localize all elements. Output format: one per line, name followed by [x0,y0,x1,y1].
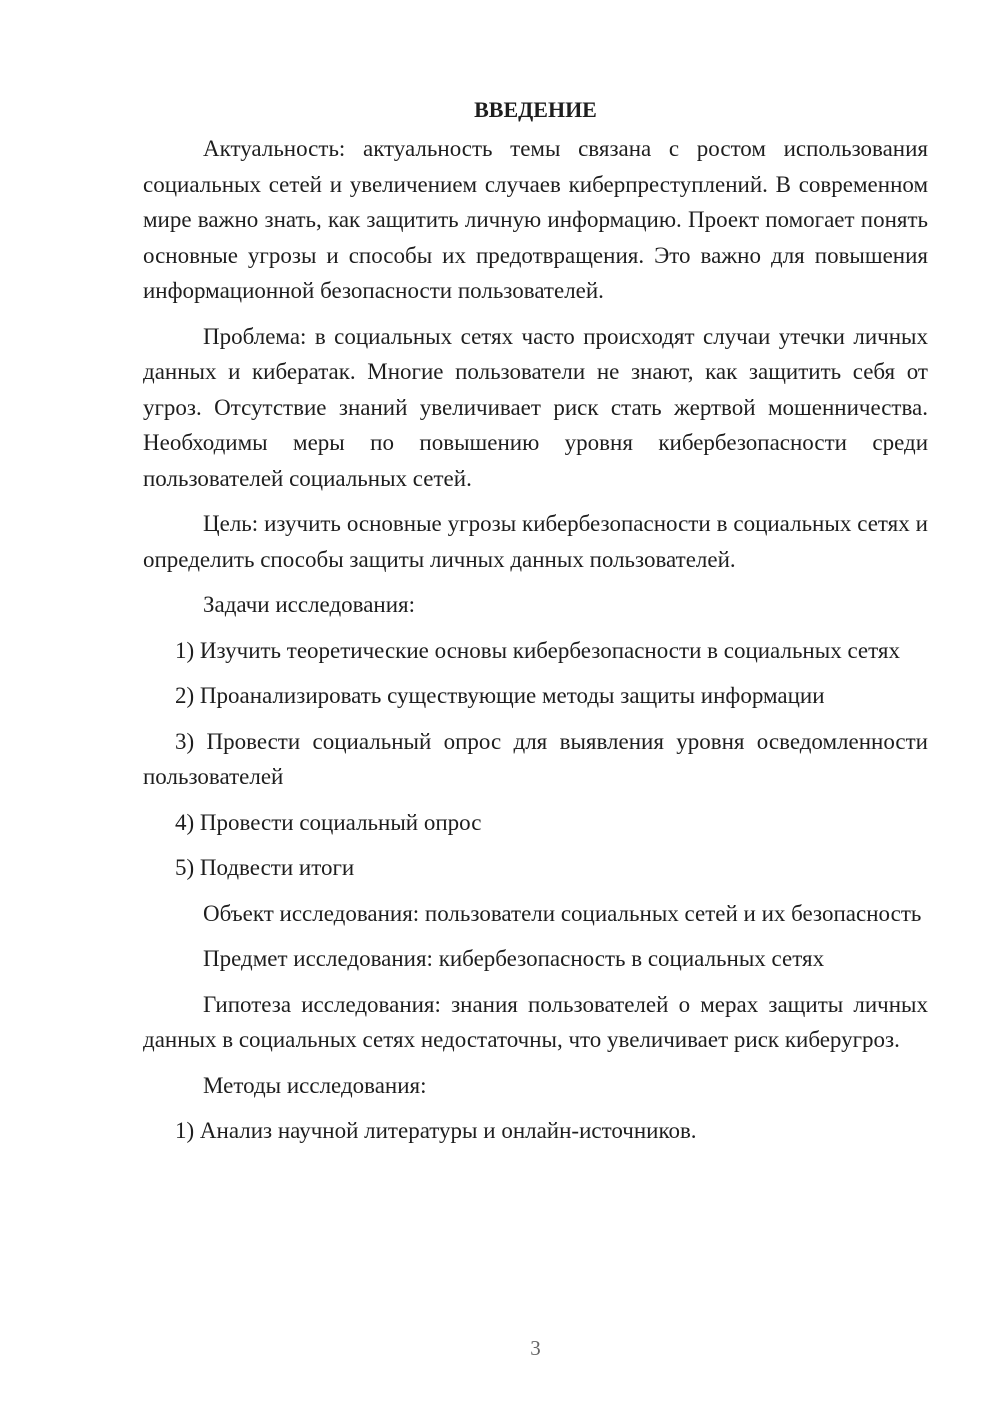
list-item-task-4: 4) Провести социальный опрос [175,809,482,835]
list-item-task-5: 5) Подвести итоги [175,855,355,880]
paragraph-goal: Цель: изучить основные угрозы кибербезопасности в социальных сетях и определить способы защиты личных данных пользователей. [143,511,928,572]
list-item-task-2: 2) Проанализировать существующие методы защиты информации [175,683,825,708]
paragraph-relevance: Актуальность: актуальность темы связана с ростом использования социальных сетей и увеличением случаев киберпреступлений. В современном мире важно знать, как защитить личную информацию. Проект помогает понять основные угрозы и способы их предотвращения. Это важно для повышения информационной безопасности пользователей. [143,136,928,303]
paragraph-methods-heading: Методы исследования: [203,1072,427,1098]
list-item-method-1: 1) Анализ научной литературы и онлайн-источников. [175,1118,697,1143]
paragraph-subject: Предмет исследования: кибербезопасность в социальных сетях [203,946,825,971]
list-item-task-3: 3) Провести социальный опрос для выявления уровня осведомленности пользователей [143,728,928,789]
paragraph-problem: Проблема: в социальных сетях часто происходят случаи утечки личных данных и кибератак. Многие пользователи не знают, как защитить себя от угроз. Отсутствие знаний увеличивает риск стать жертвой мошенничества. Необходимы меры по повышению уровня кибербезопасности среди пользователей социальных сетей. [143,323,928,491]
paragraph-tasks-heading: Задачи исследования: [203,592,416,617]
paragraph-object: Объект исследования: пользователи социальных сетей и их безопасность [203,900,922,926]
paragraph-hypothesis: Гипотеза исследования: знания пользователей о мерах защиты личных данных в социальных сетях недостаточны, что увеличивает риск киберугроз. [143,991,928,1052]
page-title: ВВЕДЕНИЕ [474,97,597,122]
page-number: 3 [530,1336,541,1360]
list-item-task-1: 1) Изучить теоретические основы кибербезопасности в социальных сетях [175,637,900,663]
document-body [143,95,928,1149]
